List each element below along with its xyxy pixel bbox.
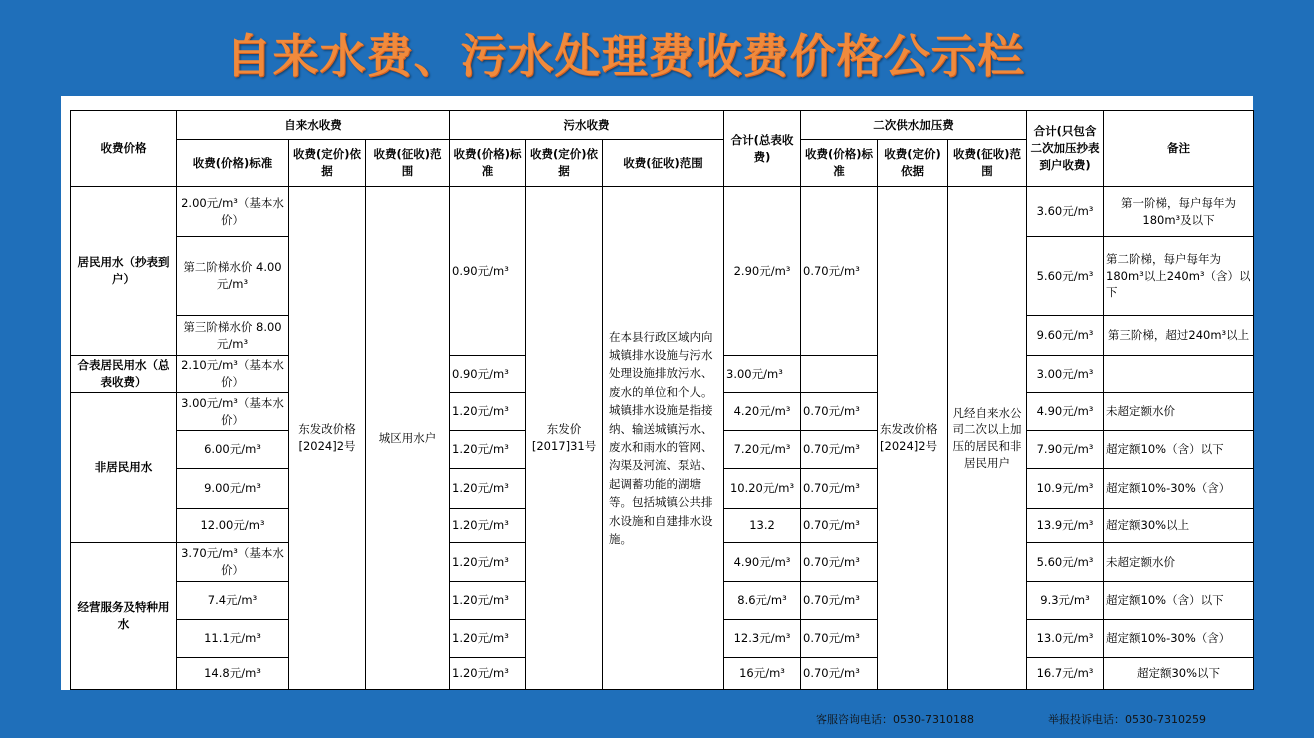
- subtotal: 16元/m³: [724, 658, 801, 690]
- water-price: 第二阶梯水价 4.00元/m³: [177, 237, 289, 316]
- water-price: 14.8元/m³: [177, 658, 289, 690]
- sewage-price: 1.20元/m³: [450, 509, 526, 543]
- table-row: [71, 187, 1254, 237]
- water-price: 11.1元/m³: [177, 620, 289, 658]
- note: 超定额30%以上: [1104, 509, 1254, 543]
- water-basis: 东发改价格[2024]2号: [289, 187, 366, 690]
- total-price: 9.60元/m³: [1027, 316, 1104, 356]
- header-pressure-basis: 收费(定价)依据: [878, 140, 948, 187]
- subtotal: 7.20元/m³: [724, 431, 801, 469]
- note: 超定额30%以下: [1104, 658, 1254, 690]
- total-price: 5.60元/m³: [1027, 543, 1104, 582]
- pressure-price: 0.70元/m³: [801, 658, 878, 690]
- header-total: 合计(只包含二次加压抄表到户收费): [1027, 111, 1104, 187]
- header-water-scope: 收费(征收)范围: [366, 140, 450, 187]
- pressure-price: 0.70元/m³: [801, 543, 878, 582]
- water-price: 7.4元/m³: [177, 582, 289, 620]
- category-combined: 合表居民用水（总表收费）: [71, 356, 177, 393]
- note: 超定额10%（含）以下: [1104, 431, 1254, 469]
- water-price: 第三阶梯水价 8.00元/m³: [177, 316, 289, 356]
- note: 第一阶梯，每户每年为180m³及以下: [1104, 187, 1254, 237]
- pressure-price: 0.70元/m³: [801, 509, 878, 543]
- total-price: 4.90元/m³: [1027, 393, 1104, 431]
- note: 第二阶梯，每户每年为180m³以上240m³（含）以下: [1104, 237, 1254, 316]
- header-price-item: 收费价格: [71, 111, 177, 187]
- sewage-scope: 在本县行政区域内向城镇排水设施与污水处理设施排放污水、废水的单位和个人。城镇排水设施是指接纳、输送城镇污水、废水和雨水的管网、沟渠及河流、泵站、起调蓄功能的湖塘等。包括城镇公共排水设施和自建排水设施。: [603, 187, 724, 690]
- fee-table: [70, 110, 1254, 690]
- pressure-price: 0.70元/m³: [801, 582, 878, 620]
- note: 超定额10%-30%（含）: [1104, 620, 1254, 658]
- water-price: 3.70元/m³（基本水价）: [177, 543, 289, 582]
- pressure-price-residential: 0.70元/m³: [801, 187, 878, 356]
- report-phone: 举报投诉电话：0530-7310259: [1048, 713, 1206, 726]
- header-subtotal: 合计(总表收费): [724, 111, 801, 187]
- subtotal: 13.2: [724, 509, 801, 543]
- sewage-price: 1.20元/m³: [450, 469, 526, 509]
- fee-sheet: [61, 96, 1253, 690]
- sewage-price: 1.20元/m³: [450, 658, 526, 690]
- total-price: 7.90元/m³: [1027, 431, 1104, 469]
- header-pressure: 二次供水加压费: [801, 111, 1027, 140]
- note: 超定额10%（含）以下: [1104, 582, 1254, 620]
- total-price: 3.00元/m³: [1027, 356, 1104, 393]
- page-title: 自来水费、污水处理费收费价格公示栏: [225, 29, 1025, 83]
- subtotal: 8.6元/m³: [724, 582, 801, 620]
- header-sewage-scope: 收费(征收)范围: [603, 140, 724, 187]
- note: 第三阶梯，超过240m³以上: [1104, 316, 1254, 356]
- note: 未超定额水价: [1104, 393, 1254, 431]
- water-price: 2.10元/m³（基本水价）: [177, 356, 289, 393]
- header-sewage-std: 收费(价格)标准: [450, 140, 526, 187]
- sewage-price: 0.90元/m³: [450, 356, 526, 393]
- sewage-price: 1.20元/m³: [450, 431, 526, 469]
- total-price: 5.60元/m³: [1027, 237, 1104, 316]
- total-price: 10.9元/m³: [1027, 469, 1104, 509]
- header-water: 自来水收费: [177, 111, 450, 140]
- subtotal: 4.20元/m³: [724, 393, 801, 431]
- sewage-price: 1.20元/m³: [450, 582, 526, 620]
- service-phone: 客服咨询电话：0530-7310188: [816, 713, 974, 726]
- header-pressure-std: 收费(价格)标准: [801, 140, 878, 187]
- subtotal: 3.00元/m³: [724, 356, 801, 393]
- pressure-price: 0.70元/m³: [801, 431, 878, 469]
- note: 未超定额水价: [1104, 543, 1254, 582]
- pressure-scope: 凡经自来水公司二次以上加压的居民和非居民用户: [948, 187, 1027, 690]
- header-pressure-scope: 收费(征收)范围: [948, 140, 1027, 187]
- category-nonresidential: 非居民用水: [71, 393, 177, 543]
- total-price: 13.9元/m³: [1027, 509, 1104, 543]
- pressure-price: 0.70元/m³: [801, 393, 878, 431]
- sewage-price-residential: 0.90元/m³: [450, 187, 526, 356]
- header-row: [71, 111, 1254, 140]
- header-water-std: 收费(价格)标准: [177, 140, 289, 187]
- water-price: 9.00元/m³: [177, 469, 289, 509]
- category-business: 经营服务及特种用水: [71, 543, 177, 690]
- water-price: 12.00元/m³: [177, 509, 289, 543]
- subtotal: 12.3元/m³: [724, 620, 801, 658]
- note: [1104, 356, 1254, 393]
- pressure-price: [801, 356, 878, 393]
- header-notes: 备注: [1104, 111, 1254, 187]
- total-price: 16.7元/m³: [1027, 658, 1104, 690]
- pressure-basis: 东发改价格[2024]2号: [878, 187, 948, 690]
- header-water-basis: 收费(定价)依据: [289, 140, 366, 187]
- pressure-price: 0.70元/m³: [801, 620, 878, 658]
- water-price: 6.00元/m³: [177, 431, 289, 469]
- header-sewage-basis: 收费(定价)依据: [526, 140, 603, 187]
- header-sewage: 污水收费: [450, 111, 724, 140]
- category-residential: 居民用水（抄表到户）: [71, 187, 177, 356]
- sewage-price: 1.20元/m³: [450, 543, 526, 582]
- pressure-price: 0.70元/m³: [801, 469, 878, 509]
- water-price: 2.00元/m³（基本水价）: [177, 187, 289, 237]
- subtotal: 4.90元/m³: [724, 543, 801, 582]
- total-price: 9.3元/m³: [1027, 582, 1104, 620]
- total-price: 3.60元/m³: [1027, 187, 1104, 237]
- total-price: 13.0元/m³: [1027, 620, 1104, 658]
- subtotal-residential: 2.90元/m³: [724, 187, 801, 356]
- water-price: 3.00元/m³（基本水价）: [177, 393, 289, 431]
- water-scope: 城区用水户: [366, 187, 450, 690]
- sewage-basis: 东发价[2017]31号: [526, 187, 603, 690]
- sewage-price: 1.20元/m³: [450, 393, 526, 431]
- note: 超定额10%-30%（含）: [1104, 469, 1254, 509]
- sewage-price: 1.20元/m³: [450, 620, 526, 658]
- subtotal: 10.20元/m³: [724, 469, 801, 509]
